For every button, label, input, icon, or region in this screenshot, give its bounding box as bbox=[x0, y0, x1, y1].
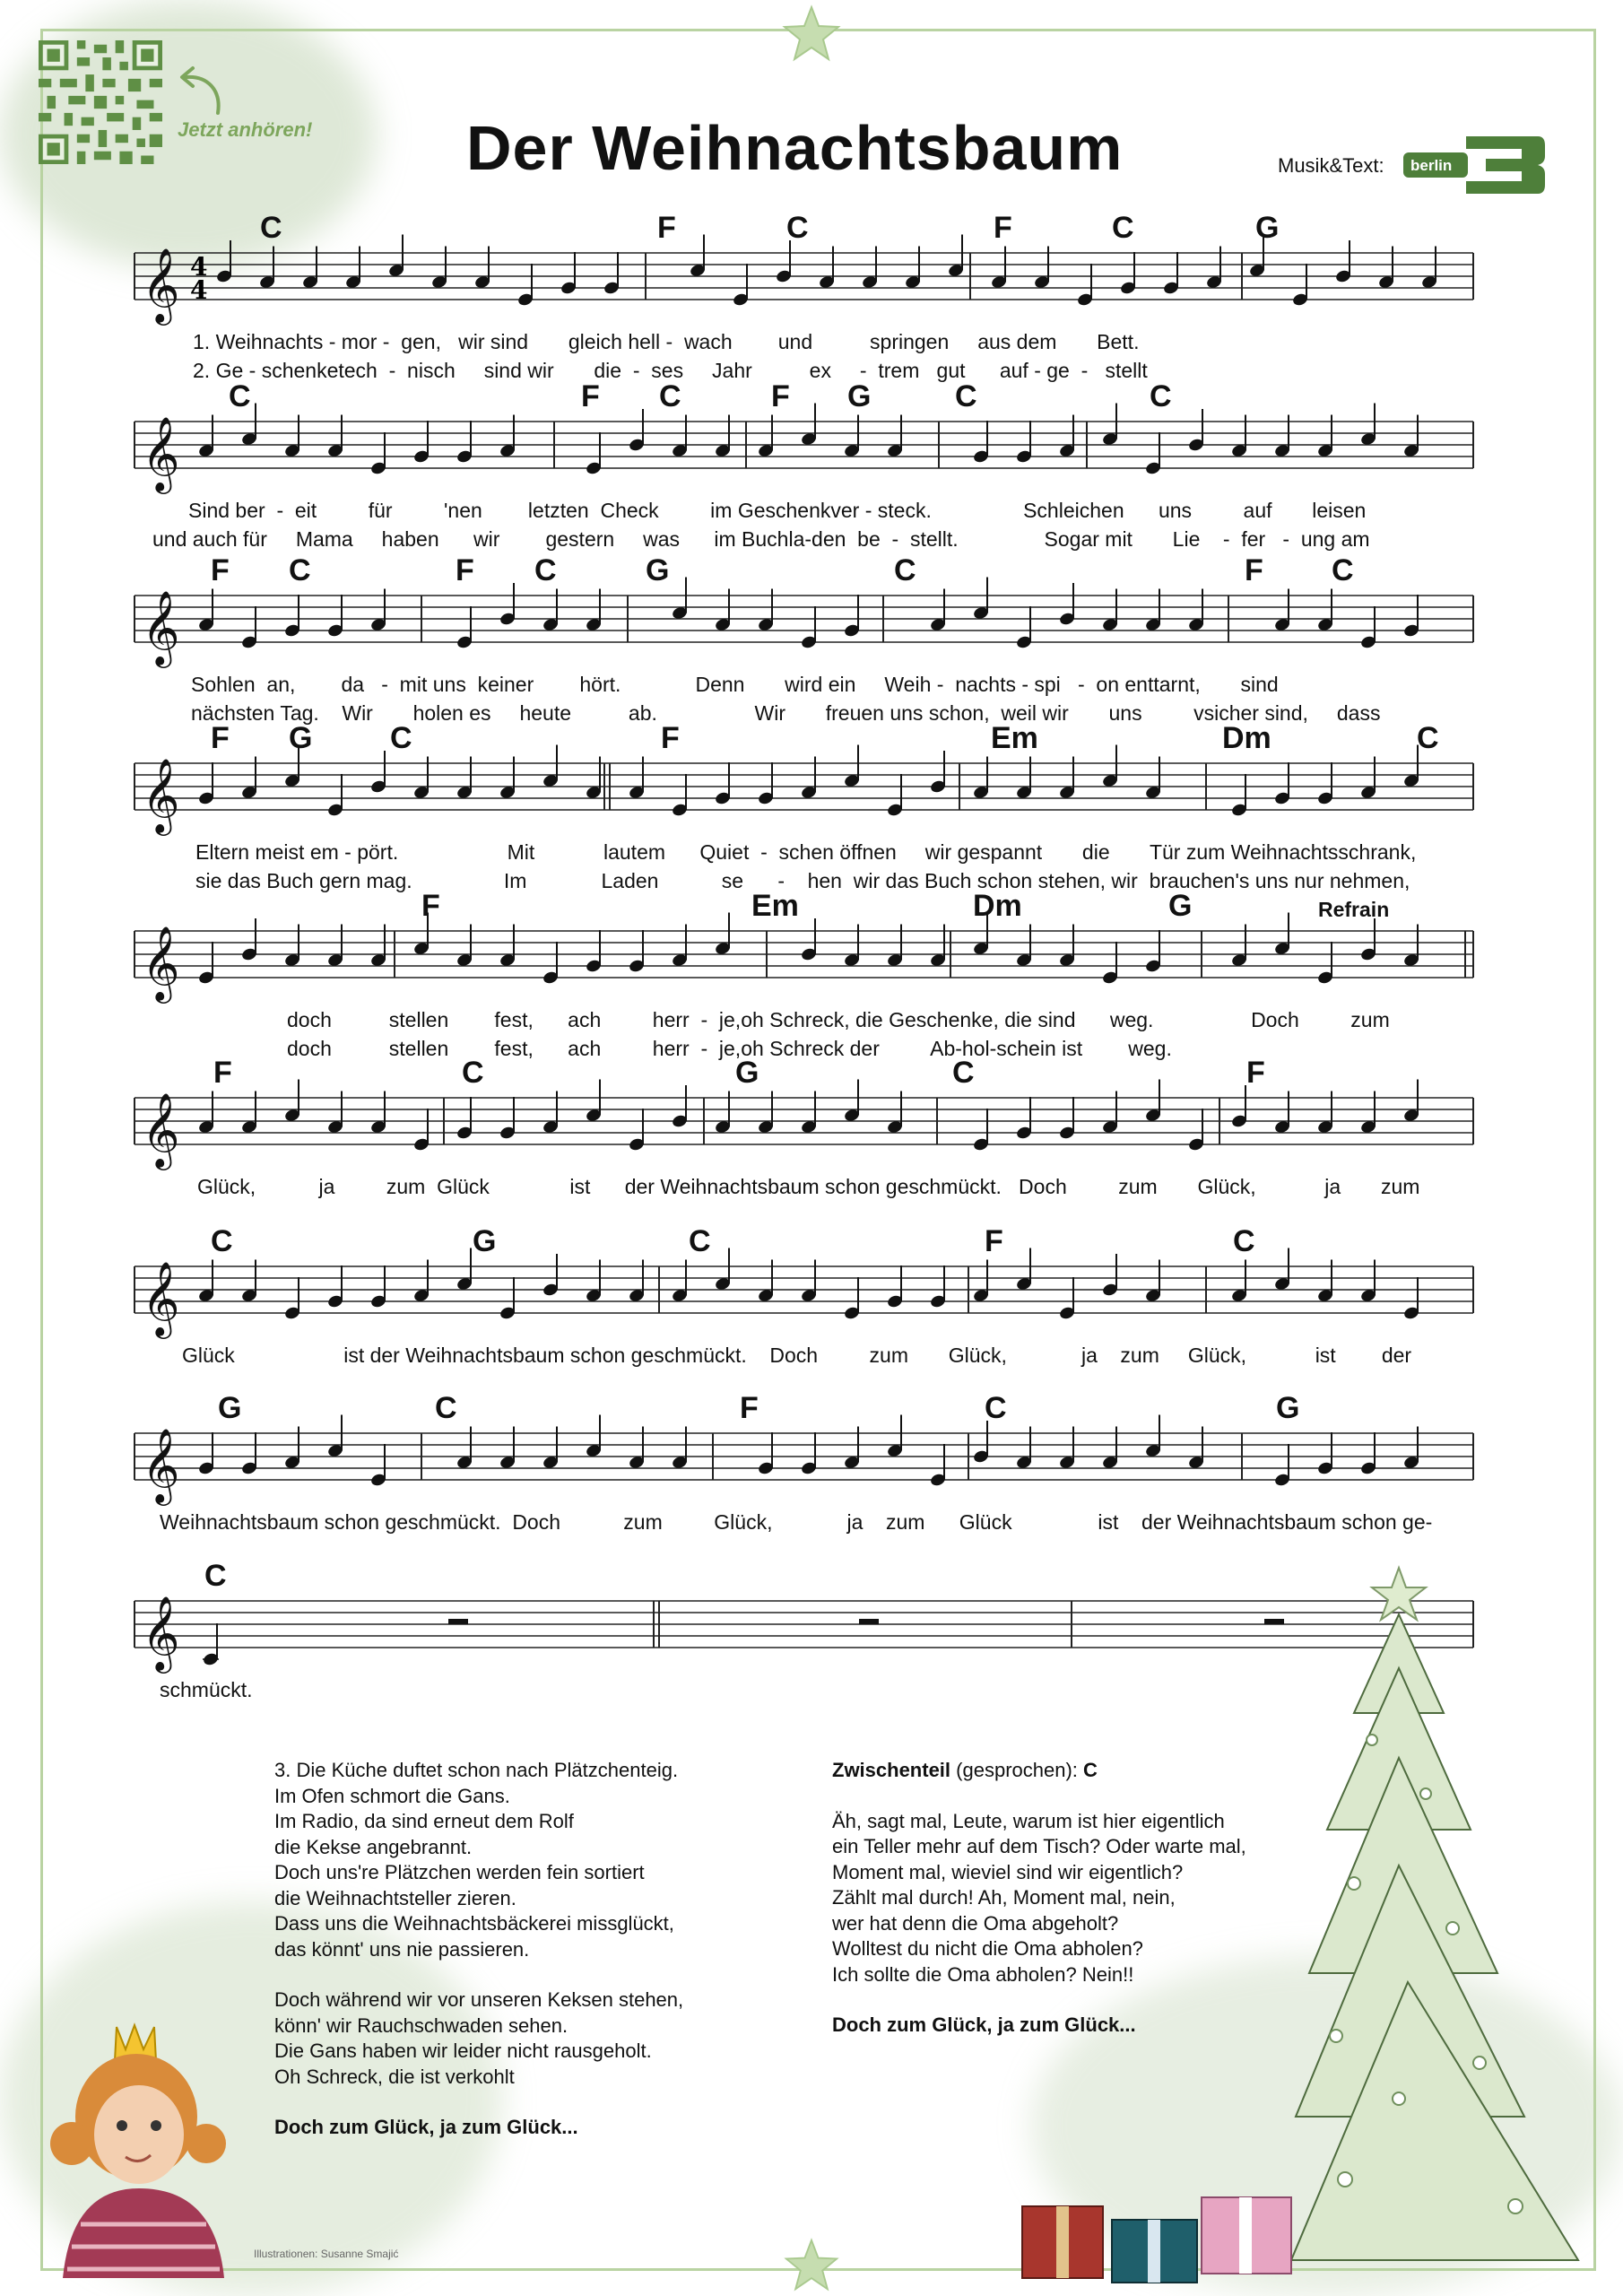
chord-symbol: C bbox=[390, 721, 412, 755]
lyric-line: schmückt. bbox=[160, 1678, 253, 1701]
chord-symbol: C bbox=[952, 1056, 975, 1090]
lyric-line: 2. Ge - schenketech - nisch sind wir die - ses Jahr ex - trem gut auf - ge - stellt bbox=[193, 359, 1148, 382]
interlude-line: ein Teller mehr auf dem Tisch? Oder warte mal, bbox=[832, 1835, 1246, 1857]
chord-symbol: G bbox=[473, 1224, 497, 1258]
interlude-refrain-cue: Doch zum Glück, ja zum Glück... bbox=[832, 2013, 1136, 2036]
svg-text:𝄞: 𝄞 bbox=[142, 757, 180, 832]
chord-symbol: C bbox=[1112, 211, 1134, 245]
interlude-line: wer hat denn die Oma abgeholt? bbox=[832, 1911, 1119, 1935]
verse-3-line: Im Ofen schmort die Gans. bbox=[274, 1784, 510, 1807]
chord-symbol: Em bbox=[751, 889, 799, 923]
interlude-line: Wolltest du nicht die Oma abholen? bbox=[832, 1937, 1143, 1960]
chord-symbol: C bbox=[894, 553, 916, 587]
chord-symbol: C bbox=[435, 1391, 457, 1425]
logo-text: berlin bbox=[1410, 157, 1453, 174]
staff bbox=[135, 578, 1473, 669]
chord-symbol: F bbox=[211, 553, 230, 587]
svg-text:𝄞: 𝄞 bbox=[142, 1427, 180, 1502]
chord-symbol: Em bbox=[991, 721, 1038, 755]
staff bbox=[135, 1248, 1473, 1340]
illustration-credit: Illustrationen: Susanne Smajić bbox=[254, 2248, 399, 2260]
svg-text:𝄞: 𝄞 bbox=[142, 1595, 180, 1670]
chord-symbol: G bbox=[289, 721, 313, 755]
chord-symbol: C bbox=[211, 1224, 233, 1258]
verse-3b-line: Die Gans haben wir leider nicht rausgeholt. bbox=[274, 2039, 652, 2062]
svg-text:4: 4 bbox=[190, 252, 208, 282]
chord-symbol: F bbox=[421, 889, 440, 923]
chord-symbol: F bbox=[985, 1224, 1003, 1258]
chord-symbol: F bbox=[740, 1391, 759, 1425]
staff bbox=[135, 1595, 1473, 1674]
girl-with-crown-illustration bbox=[36, 2009, 251, 2278]
chord-symbol: F bbox=[213, 1056, 232, 1090]
chord-symbol: C bbox=[1332, 553, 1354, 587]
verse-3-line: Doch uns're Plätzchen werden fein sortiert bbox=[274, 1861, 645, 1883]
chord-symbol: C bbox=[260, 211, 282, 245]
verse-3-line: 3. Die Küche duftet schon nach Plätzchenteig. bbox=[274, 1759, 679, 1781]
chord-symbol: C bbox=[1417, 721, 1439, 755]
chord-symbol: C bbox=[462, 1056, 484, 1090]
chord-symbol: C bbox=[534, 553, 557, 587]
chord-symbol: Dm bbox=[1222, 721, 1271, 755]
chord-symbol: F bbox=[771, 379, 790, 413]
chord-symbol: C bbox=[659, 379, 681, 413]
listen-now-label[interactable]: Jetzt anhören! bbox=[178, 118, 313, 141]
gift-boxes-illustration bbox=[1004, 2170, 1309, 2287]
star-icon-bottom bbox=[782, 2238, 841, 2293]
staff bbox=[135, 745, 1473, 837]
verse-3-refrain-cue: Doch zum Glück, ja zum Glück... bbox=[274, 2116, 578, 2138]
chord-symbol: C bbox=[985, 1391, 1007, 1425]
staff bbox=[135, 404, 1473, 495]
svg-text:𝄞: 𝄞 bbox=[142, 1091, 180, 1167]
chord-symbol: G bbox=[1276, 1391, 1300, 1425]
interlude-line: Zählt mal durch! Ah, Moment mal, nein, bbox=[832, 1886, 1176, 1909]
chord-symbol: F bbox=[1245, 553, 1263, 587]
chord-symbol: G bbox=[218, 1391, 242, 1425]
staff bbox=[135, 913, 1473, 1004]
verse-3-line: Im Radio, da sind erneut dem Rolf bbox=[274, 1810, 574, 1832]
lyric-line: sie das Buch gern mag. Im Laden se - hen wir das Buch schon stehen, wir brauchen's uns nur nehmen, bbox=[195, 869, 1410, 892]
chord-symbol: F bbox=[661, 721, 680, 755]
interlude-line: Ich sollte die Oma abholen? Nein!! bbox=[832, 1962, 1134, 1986]
verse-3-line: die Weihnachtsteller zieren. bbox=[274, 1886, 516, 1909]
lyric-line: Eltern meist em - pört. Mit lautem Quiet - schen öffnen wir gespannt die Tür zum Weihnachtsschrank, bbox=[195, 840, 1417, 864]
verse-3b-line: Oh Schreck, die ist verkohlt bbox=[274, 2065, 515, 2088]
lyric-line: Weihnachtsbaum schon geschmückt. Doch zum Glück, ja zum Glück ist der Weihnachtsbaum schon ge- bbox=[160, 1510, 1433, 1534]
chord-symbol: C bbox=[289, 553, 311, 587]
chord-symbol: F bbox=[211, 721, 230, 755]
chord-symbol: F bbox=[657, 211, 676, 245]
interlude-line: Moment mal, wieviel sind wir eigentlich? bbox=[832, 1860, 1184, 1883]
chord-symbol: C bbox=[204, 1559, 227, 1593]
svg-text:𝄞: 𝄞 bbox=[142, 589, 180, 665]
svg-text:𝄞: 𝄞 bbox=[142, 415, 180, 491]
verse-3-line: Dass uns die Weihnachtsbäckerei missglückt, bbox=[274, 1912, 674, 1935]
chord-symbol: F bbox=[456, 553, 474, 587]
christmas-tree-illustration bbox=[1291, 1561, 1596, 2269]
chord-symbol: Dm bbox=[973, 889, 1022, 923]
svg-text:4: 4 bbox=[190, 275, 208, 305]
chord-symbol: G bbox=[847, 379, 872, 413]
chord-symbol: F bbox=[1246, 1056, 1265, 1090]
chord-symbol: C bbox=[689, 1224, 711, 1258]
staff bbox=[135, 1415, 1473, 1507]
interlude-heading: Zwischenteil (gesprochen): C bbox=[832, 1759, 1098, 1781]
chord-symbol: G bbox=[1168, 889, 1193, 923]
lyric-line: Sohlen an, da - mit uns keiner hört. Denn wird ein Weih - nachts - spi - on enttarnt, sind bbox=[191, 673, 1279, 696]
staff bbox=[135, 1080, 1473, 1171]
interlude bbox=[832, 1758, 1334, 2039]
song-title: Der Weihnachtsbaum bbox=[466, 113, 1124, 183]
verse-3-line: die Kekse angebrannt. bbox=[274, 1835, 473, 1858]
chord-symbol: G bbox=[646, 553, 670, 587]
music-text-credit: Musik&Text: bbox=[1278, 154, 1384, 177]
lyric-line: doch stellen fest, ach herr - je,oh Schreck der Ab-hol-schein ist weg. bbox=[287, 1037, 1172, 1060]
lyric-line: Sind ber - eit für 'nen letzten Check im Geschenkver - steck. Schleichen uns auf leisen bbox=[188, 499, 1367, 522]
chord-symbol: F bbox=[994, 211, 1012, 245]
interlude-line: Äh, sagt mal, Leute, warum ist hier eigentlich bbox=[832, 1809, 1225, 1832]
refrain-label: Refrain bbox=[1318, 898, 1390, 921]
lyric-line: Glück ist der Weihnachtsbaum schon geschmückt. Doch zum Glück, ja zum Glück, ist der bbox=[182, 1344, 1412, 1367]
chord-symbol: C bbox=[1233, 1224, 1255, 1258]
verse-3-line: das könnt' uns nie passieren. bbox=[274, 1937, 530, 1961]
chord-symbol: G bbox=[1255, 211, 1280, 245]
lyric-line: nächsten Tag. Wir holen es heute ab. Wir freuen uns schon, weil wir uns vsicher sind, dass bbox=[191, 701, 1381, 725]
svg-text:𝄞: 𝄞 bbox=[142, 925, 180, 1000]
chord-symbol: G bbox=[735, 1056, 759, 1090]
lyric-line: und auch für Mama haben wir gestern was im Buchla-den be - stellt. Sogar mit Lie - fer - ung am bbox=[152, 527, 1370, 551]
chord-symbol: C bbox=[955, 379, 977, 413]
chord-symbol: C bbox=[786, 211, 809, 245]
verse-3b-line: könn' wir Rauchschwaden sehen. bbox=[274, 2013, 568, 2037]
lyric-line: doch stellen fest, ach herr - je,oh Schreck, die Geschenke, die sind weg. Doch zum bbox=[287, 1008, 1390, 1031]
chord-symbol: C bbox=[229, 379, 251, 413]
lyric-line: Glück, ja zum Glück ist der Weihnachtsbaum schon geschmückt. Doch zum Glück, ja zum bbox=[197, 1175, 1420, 1198]
verse-3b-line: Doch während wir vor unseren Keksen stehen, bbox=[274, 1988, 684, 2011]
svg-text:𝄞: 𝄞 bbox=[142, 1260, 180, 1335]
verse-3 bbox=[274, 1758, 777, 2141]
svg-text:𝄞: 𝄞 bbox=[142, 247, 180, 322]
chord-symbol: F bbox=[581, 379, 600, 413]
lyric-line: 1. Weihnachts - mor - gen, wir sind gleich hell - wach und springen aus dem Bett. bbox=[193, 330, 1140, 353]
chord-symbol: C bbox=[1150, 379, 1172, 413]
staff bbox=[135, 235, 1473, 326]
